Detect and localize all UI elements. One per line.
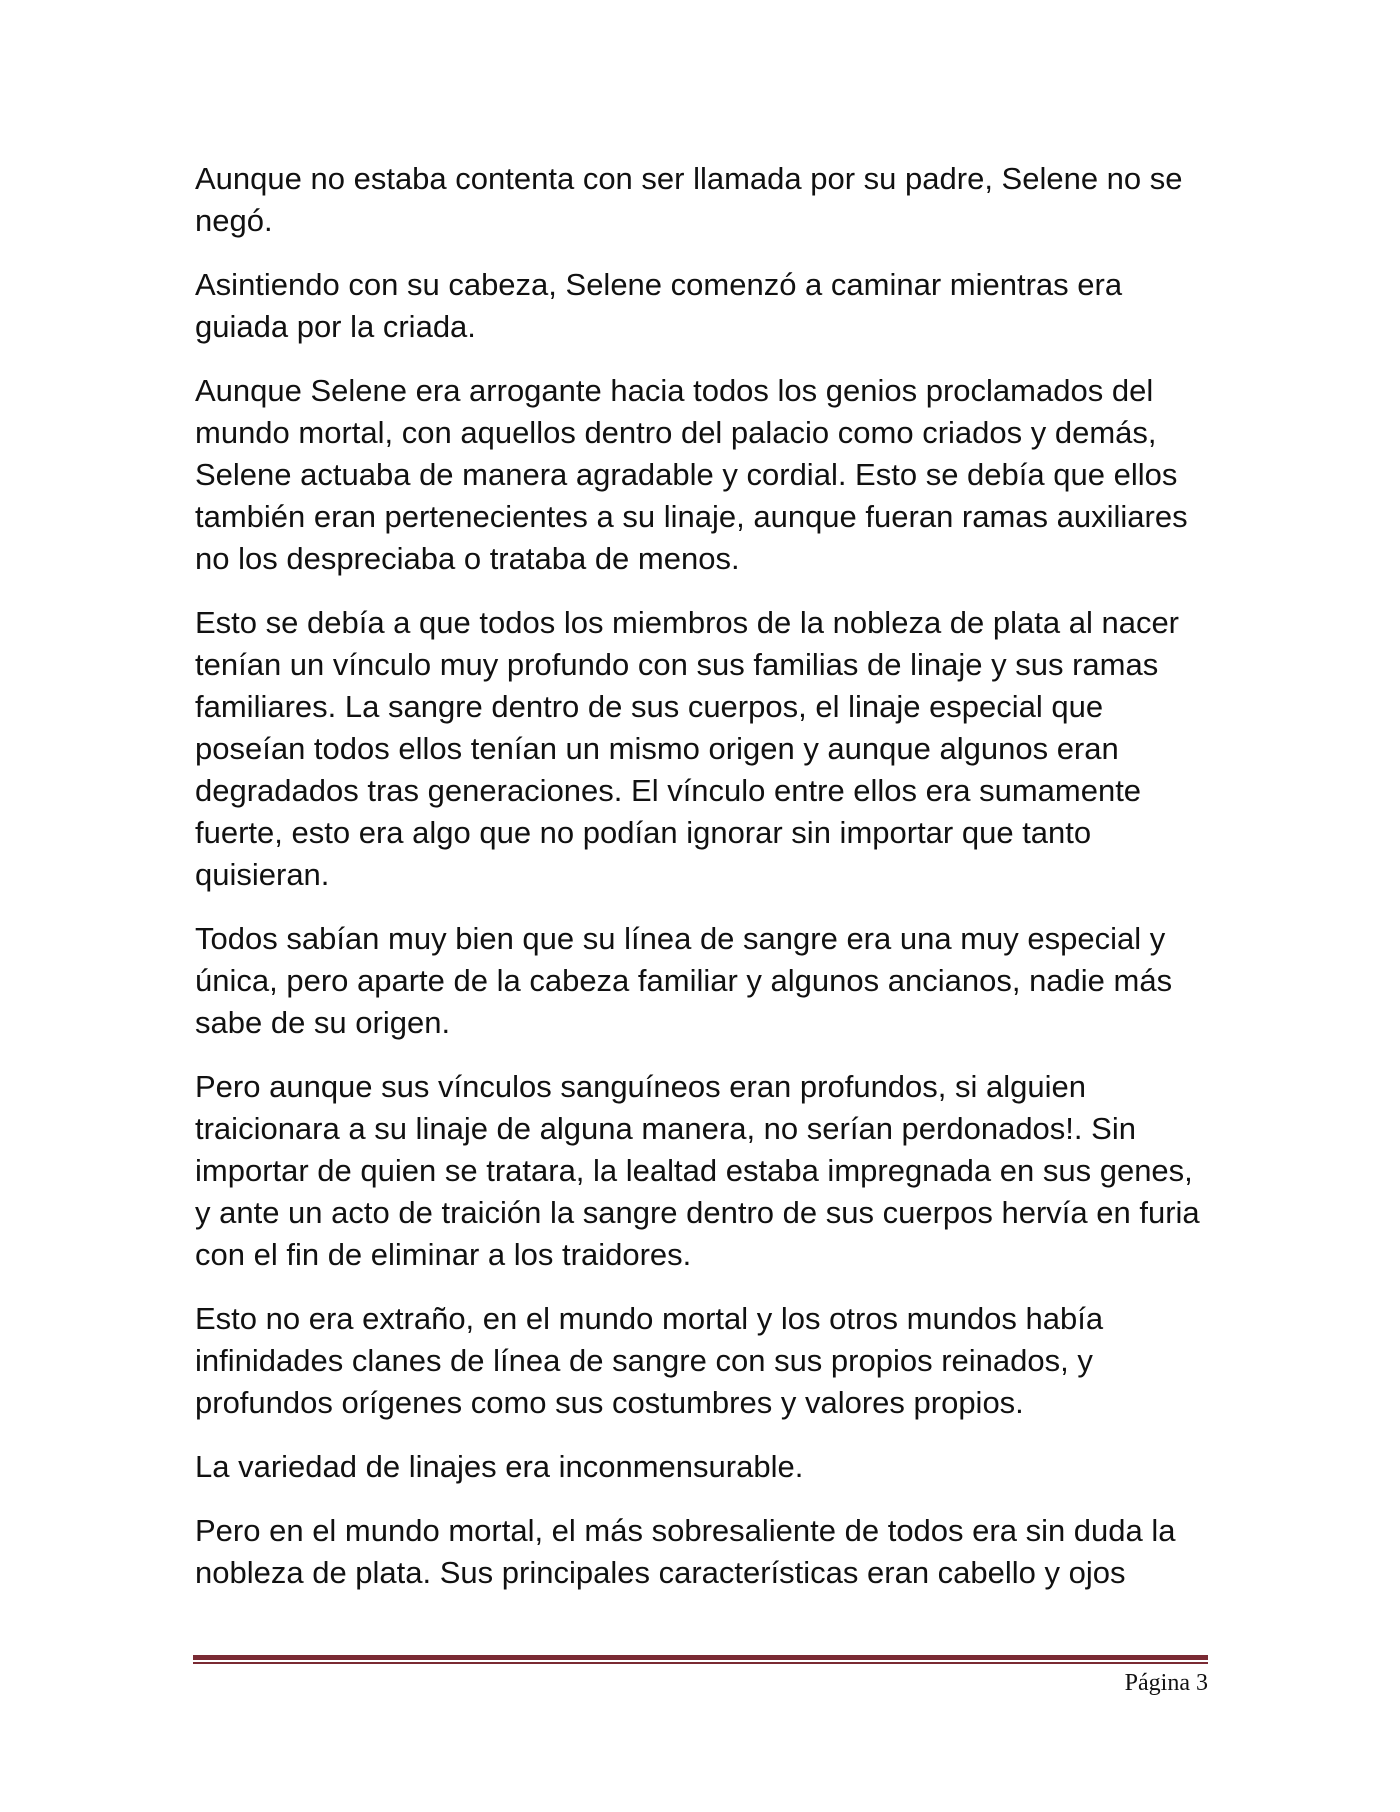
page-number: Página 3 (1124, 1670, 1208, 1696)
footer-divider (193, 1655, 1208, 1664)
paragraph-1: Aunque no estaba contenta con ser llamada por su padre, Selene no se negó. (195, 161, 1183, 238)
paragraph-7: Esto no era extraño, en el mundo mortal y los otros mundos había infinidades clanes de línea de sangre con sus propios reinados, y profundos orígenes como sus costumbres y valores propios. (195, 1301, 1104, 1420)
paragraph-5: Todos sabían muy bien que su línea de sangre era una muy especial y única, pero aparte de la cabeza familiar y algunos ancianos, nadie más sabe de su origen. (195, 921, 1173, 1040)
paragraph-3: Aunque Selene era arrogante hacia todos los genios proclamados del mundo mortal, con aquellos dentro del palacio como criados y demás, Selene actuaba de manera agradable y cordial. Esto se debía que ellos también eran pertenecientes a su linaje, aunque fueran ramas auxiliares no los despreciaba o trataba de menos. (195, 373, 1188, 576)
paragraph-4: Esto se debía a que todos los miembros de la nobleza de plata al nacer tenían un vínculo muy profundo con sus familias de linaje y sus ramas familiares. La sangre dentro de sus cuerpos, el linaje especial que poseían todos ellos tenían un mismo origen y aunque algunos eran degradados tras generaciones. El vínculo entre ellos era sumamente fuerte, esto era algo que no podían ignorar sin importar que tanto quisieran. (195, 605, 1180, 892)
paragraph-9: Pero en el mundo mortal, el más sobresaliente de todos era sin duda la nobleza de plata. Sus principales características eran cabello y ojos (195, 1513, 1176, 1590)
paragraph-6: Pero aunque sus vínculos sanguíneos eran profundos, si alguien traicionara a su linaje de alguna manera, no serían perdonados!. Sin importar de quien se tratara, la lealtad estaba impregnada en sus genes, y ante un acto de traición la sangre dentro de sus cuerpos hervía en furia con el fin de eliminar a los traidores. (195, 1069, 1200, 1272)
paragraph-2: Asintiendo con su cabeza, Selene comenzó a caminar mientras era guiada por la criada. (195, 267, 1123, 344)
paragraph-8: La variedad de linajes era inconmensurable. (195, 1449, 804, 1484)
footer-divider-thin (193, 1662, 1208, 1664)
body-text (195, 158, 1215, 1616)
